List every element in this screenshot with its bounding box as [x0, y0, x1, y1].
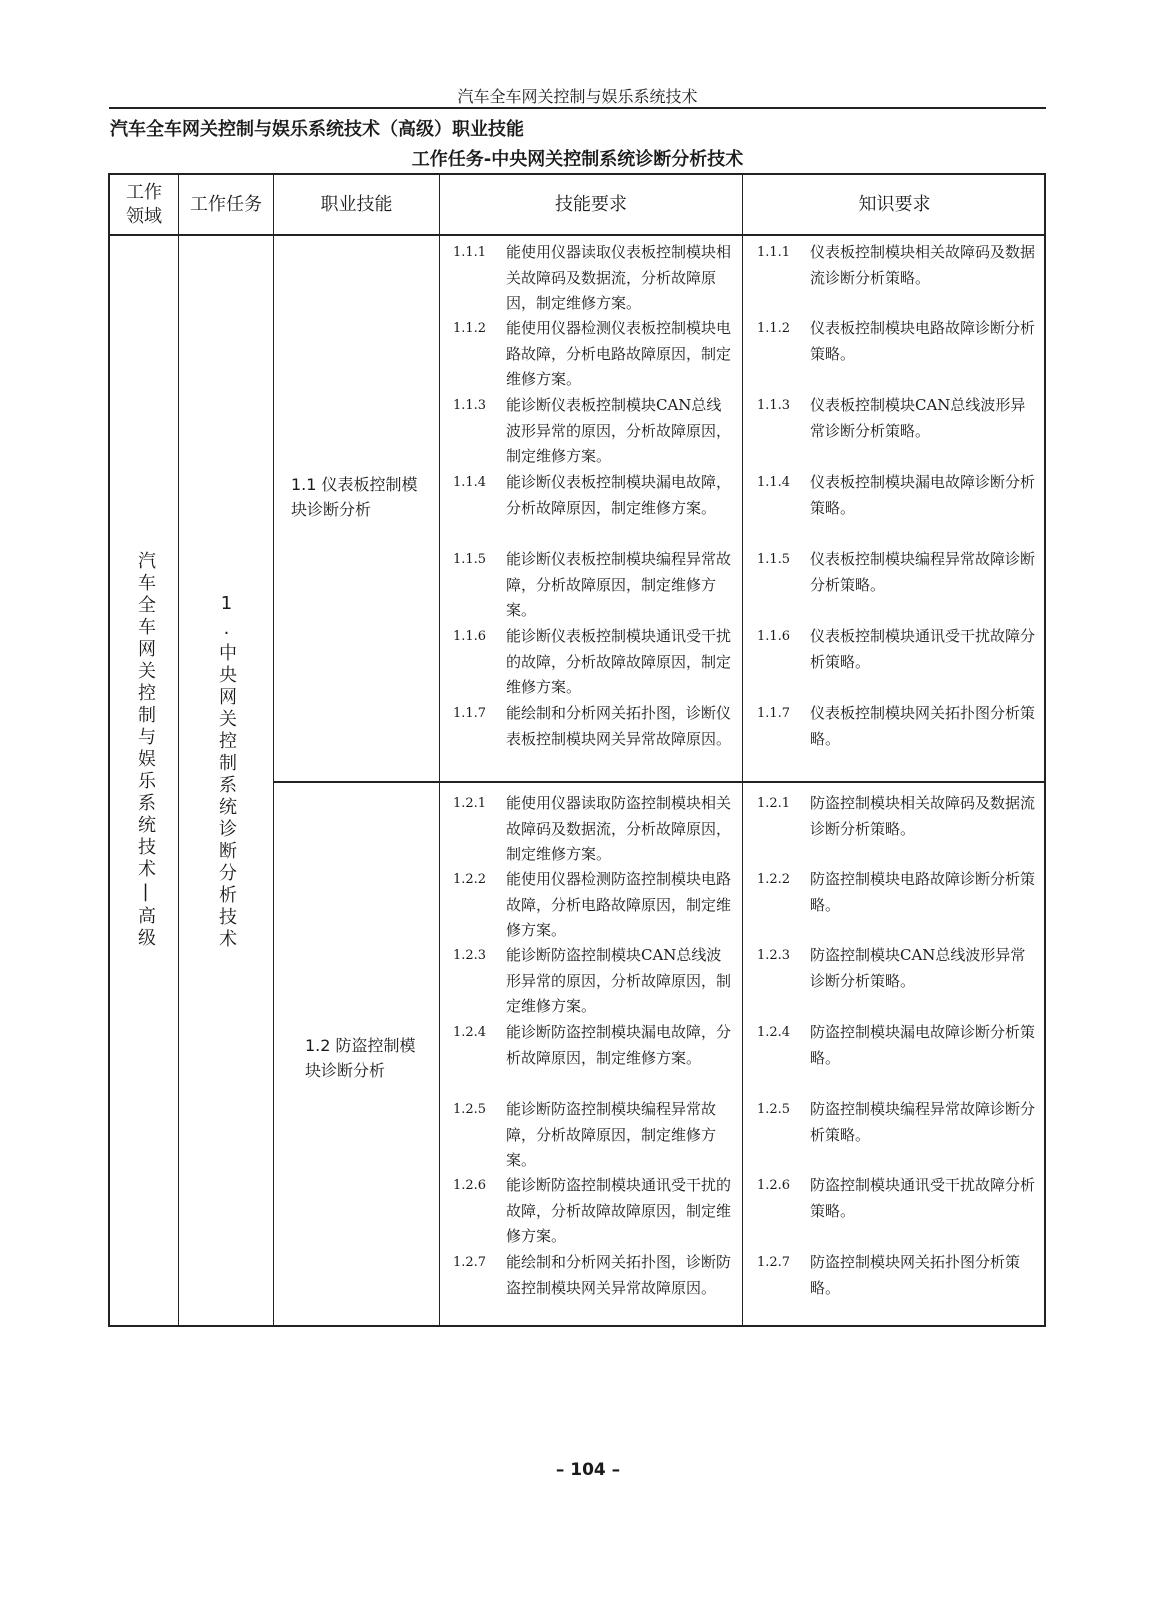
- item-number: 1.2.6: [453, 1178, 487, 1193]
- item-text: 仪表板控制模块漏电故障诊断分析策略。: [810, 473, 1036, 517]
- header-rule: [109, 107, 1046, 109]
- item-number: 1.1.3: [757, 398, 791, 413]
- item-text: 防盗控制模块编程异常故障诊断分析策略。: [810, 1100, 1036, 1144]
- item-text: 仪表板控制模块编程异常故障诊断分析策略。: [810, 550, 1036, 594]
- item-number: 1.2.1: [453, 796, 487, 811]
- item-text: 能诊断仪表板控制模块漏电故障，分析故障原因，制定维修方案。: [506, 473, 732, 517]
- section-title: 工作任务-中央网关控制系统诊断分析技术: [411, 149, 744, 170]
- item-text: 能使用仪器检测仪表板控制模块电路故障，分析电路故障原因，制定维修方案。: [506, 319, 732, 388]
- item-text: 防盗控制模块相关故障码及数据流诊断分析策略。: [810, 794, 1036, 838]
- work-area-cell: 汽车全车网关控制与娱乐系统技术|高级: [135, 551, 156, 950]
- item-text: 仪表板控制模块CAN总线波形异常诊断分析策略。: [810, 396, 1026, 440]
- column-divider: [178, 175, 179, 1325]
- item-text: 防盗控制模块电路故障诊断分析策略。: [810, 870, 1036, 914]
- item-number: 1.2.5: [757, 1102, 791, 1117]
- item-text: 防盗控制模块网关拓扑图分析策略。: [810, 1253, 1021, 1297]
- item-text: 能使用仪器读取防盗控制模块相关故障码及数据流，分析故障原因，制定维修方案。: [506, 794, 732, 863]
- item-text: 能诊断仪表板控制模块通讯受干扰的故障，分析故障故障原因，制定维修方案。: [506, 627, 732, 696]
- item-number: 1.2.3: [757, 948, 791, 963]
- page-number: – 104 –: [555, 1460, 621, 1480]
- item-number: 1.1.5: [757, 552, 791, 567]
- item-text: 仪表板控制模块电路故障诊断分析策略。: [810, 319, 1036, 363]
- running-header: 汽车全车网关控制与娱乐系统技术: [457, 87, 698, 106]
- skill-name-1-2: 1.2 防盗控制模块诊断分析: [305, 1036, 416, 1080]
- item-text: 能诊断防盗控制模块漏电故障，分析故障原因，制定维修方案。: [506, 1023, 732, 1067]
- item-number: 1.1.1: [757, 245, 791, 260]
- item-number: 1.2.7: [757, 1255, 791, 1270]
- item-text: 能使用仪器读取仪表板控制模块相关故障码及数据流，分析故障原因，制定维修方案。: [506, 243, 732, 312]
- item-number: 1.1.4: [757, 475, 791, 490]
- item-number: 1.2.2: [757, 872, 791, 887]
- header-knowledge-requirements: 知识要求: [858, 194, 931, 215]
- item-number: 1.1.6: [757, 629, 791, 644]
- work-task-cell: 1.中央网关控制系统诊断分析技术: [216, 593, 237, 951]
- item-text: 能诊断防盗控制模块编程异常故障，分析故障原因，制定维修方案。: [506, 1100, 717, 1169]
- item-text: 防盗控制模块CAN总线波形异常诊断分析策略。: [810, 946, 1026, 990]
- item-number: 1.2.5: [453, 1102, 487, 1117]
- item-number: 1.2.7: [453, 1255, 487, 1270]
- item-number: 1.2.2: [453, 872, 487, 887]
- item-number: 1.1.1: [453, 245, 487, 260]
- header-work-task: 工作任务: [190, 194, 262, 215]
- skills-table: [108, 173, 1046, 1327]
- item-text: 仪表板控制模块网关拓扑图分析策略。: [810, 704, 1036, 748]
- item-number: 1.2.1: [757, 796, 791, 811]
- item-number: 1.1.4: [453, 475, 487, 490]
- item-number: 1.1.5: [453, 552, 487, 567]
- item-number: 1.1.7: [757, 706, 791, 721]
- header-vocational-skill: 职业技能: [320, 194, 393, 215]
- row-divider: [274, 781, 1044, 783]
- item-text: 仪表板控制模块相关故障码及数据流诊断分析策略。: [810, 243, 1036, 287]
- item-number: 1.1.3: [453, 398, 487, 413]
- skill-name-1-1: 1.1 仪表板控制模块诊断分析: [291, 475, 418, 519]
- item-number: 1.2.6: [757, 1178, 791, 1193]
- header-skill-requirements: 技能要求: [555, 194, 627, 215]
- item-text: 防盗控制模块通讯受干扰故障分析策略。: [810, 1176, 1036, 1220]
- document-title: 汽车全车网关控制与娱乐系统技术（高级）职业技能: [110, 119, 524, 140]
- item-number: 1.1.6: [453, 629, 487, 644]
- item-number: 1.2.3: [453, 948, 487, 963]
- column-divider: [742, 175, 743, 1325]
- item-number: 1.1.7: [453, 706, 487, 721]
- item-text: 能诊断防盗控制模块通讯受干扰的故障，分析故障故障原因，制定维修方案。: [506, 1176, 732, 1245]
- item-text: 能诊断防盗控制模块CAN总线波形异常的原因，分析故障原因，制定维修方案。: [506, 946, 732, 1015]
- column-divider: [273, 175, 274, 1325]
- item-text: 仪表板控制模块通讯受干扰故障分析策略。: [810, 627, 1036, 671]
- item-text: 能绘制和分析网关拓扑图，诊断防盗控制模块网关异常故障原因。: [506, 1253, 732, 1297]
- header-work-area: 工作领域: [126, 182, 162, 227]
- item-text: 防盗控制模块漏电故障诊断分析策略。: [810, 1023, 1036, 1067]
- item-text: 能使用仪器检测防盗控制模块电路故障，分析电路故障原因，制定维修方案。: [506, 870, 732, 939]
- item-number: 1.2.4: [757, 1025, 791, 1040]
- item-number: 1.1.2: [757, 321, 791, 336]
- item-number: 1.1.2: [453, 321, 487, 336]
- column-divider: [439, 175, 440, 1325]
- item-text: 能绘制和分析网关拓扑图，诊断仪表板控制模块网关异常故障原因。: [506, 704, 732, 748]
- item-text: 能诊断仪表板控制模块CAN总线波形异常的原因，分析故障原因，制定维修方案。: [506, 396, 732, 465]
- item-number: 1.2.4: [453, 1025, 487, 1040]
- item-text: 能诊断仪表板控制模块编程异常故障，分析故障原因，制定维修方案。: [506, 550, 732, 619]
